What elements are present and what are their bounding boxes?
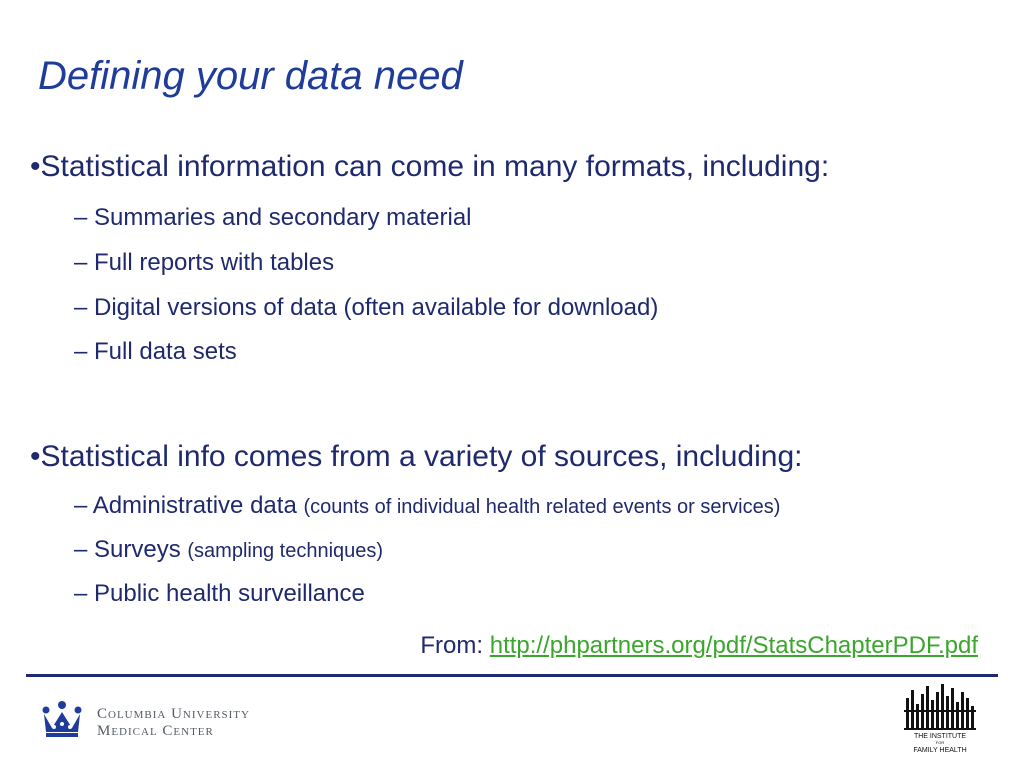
- ifh-line-1: THE INSTITUTE: [913, 733, 967, 740]
- footer-divider: [26, 674, 998, 677]
- list-item-main: – Public health surveillance: [74, 580, 365, 607]
- source-citation: [420, 632, 978, 660]
- list-item: – Full reports with tables: [74, 249, 335, 276]
- logo-line-2: Medical Center: [97, 723, 214, 739]
- list-item: – Summaries and secondary material: [74, 204, 472, 231]
- list-item: [74, 536, 383, 564]
- bullet-formats: •Statistical information can come in many formats, including:: [30, 150, 830, 183]
- crown-icon: [40, 700, 84, 740]
- ifh-line-3: FAMILY HEALTH: [913, 747, 967, 754]
- list-item: – Digital versions of data (often available for download): [74, 294, 659, 321]
- source-link[interactable]: http://phpartners.org/pdf/StatsChapterPDF.pdf: [489, 632, 978, 659]
- list-item: – Full data sets: [74, 338, 237, 365]
- bullet-sources: •Statistical info comes from a variety of sources, including:: [30, 440, 803, 473]
- logo-line-1: Columbia University: [97, 706, 250, 722]
- list-item-main: – Administrative data: [74, 492, 304, 519]
- list-item: [74, 492, 780, 520]
- list-item: [74, 580, 365, 608]
- list-item-main: – Surveys: [74, 536, 188, 563]
- columbia-logo-text: [97, 706, 250, 740]
- institute-family-health-logo: [904, 684, 980, 754]
- list-item-note: (counts of individual health related events or services): [303, 496, 781, 518]
- ifh-line-2: FOR: [935, 740, 945, 745]
- slide-title: Defining your data need: [38, 54, 463, 98]
- list-item-note: (sampling techniques): [187, 540, 384, 562]
- source-label: From:: [420, 632, 490, 659]
